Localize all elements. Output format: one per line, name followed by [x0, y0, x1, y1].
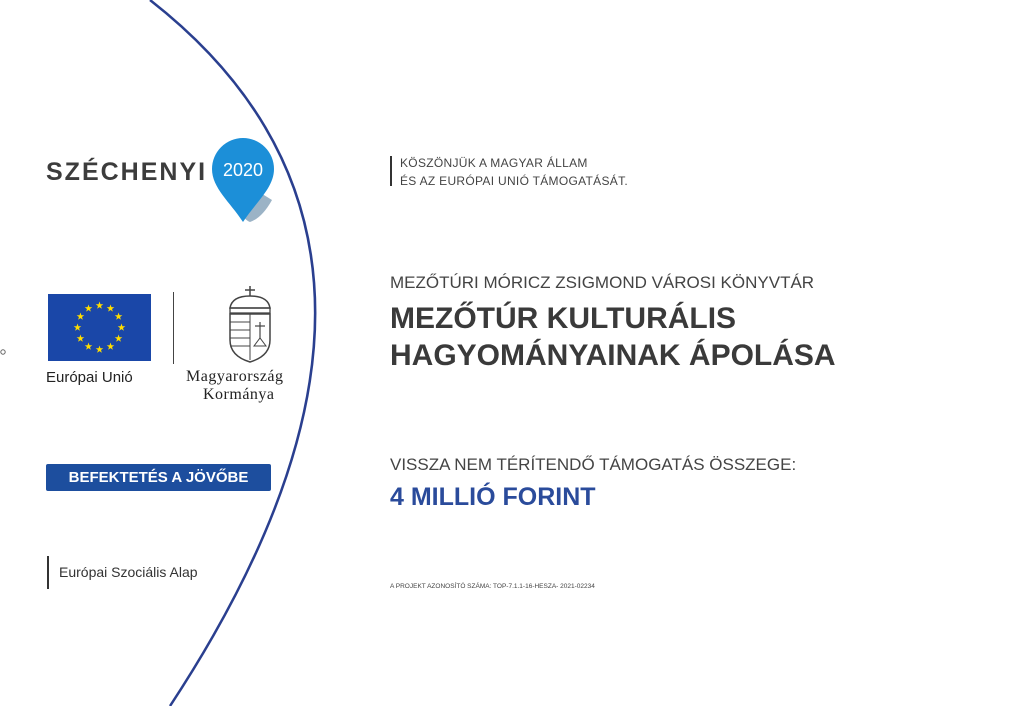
thanks-divider: [390, 156, 392, 186]
grant-amount: 4 MILLIÓ FORINT: [390, 483, 596, 511]
project-title-line-2: HAGYOMÁNYAINAK ÁPOLÁSA: [390, 339, 836, 372]
fund-divider: [47, 556, 49, 589]
project-title-line-1: MEZŐTÚR KULTURÁLIS: [390, 302, 737, 335]
invest-in-future-banner: BEFEKTETÉS A JÖVŐBE: [46, 464, 271, 491]
coat-of-arms-icon: [220, 284, 280, 364]
project-id: A PROJEKT AZONOSÍTÓ SZÁMA: TOP-7.1.1-16-HESZA- 2021-02234: [390, 583, 595, 590]
logo-divider: [173, 292, 174, 364]
szechenyi-logo-year: 2020: [222, 160, 264, 180]
location-pin-icon: [210, 138, 276, 224]
government-label-line2: Kormánya: [203, 386, 275, 403]
thanks-line-1: KÖSZÖNJÜK A MAGYAR ÁLLAM: [400, 156, 588, 170]
government-label-line1: Magyarország: [186, 368, 284, 385]
beneficiary-name: MEZŐTÚRI MÓRICZ ZSIGMOND VÁROSI KÖNYVTÁR: [390, 273, 815, 292]
eu-flag-icon: [48, 294, 151, 361]
edge-marker-icon: [0, 349, 6, 355]
thanks-line-2: ÉS AZ EURÓPAI UNIÓ TÁMOGATÁSÁT.: [400, 174, 629, 188]
eu-label: Európai Unió: [46, 369, 133, 386]
project-title: [390, 300, 836, 374]
szechenyi-logo-word: SZÉCHENYI: [46, 158, 208, 186]
fund-label: Európai Szociális Alap: [59, 564, 198, 580]
grant-amount-label: VISSZA NEM TÉRÍTENDŐ TÁMOGATÁS ÖSSZEGE:: [390, 455, 797, 474]
